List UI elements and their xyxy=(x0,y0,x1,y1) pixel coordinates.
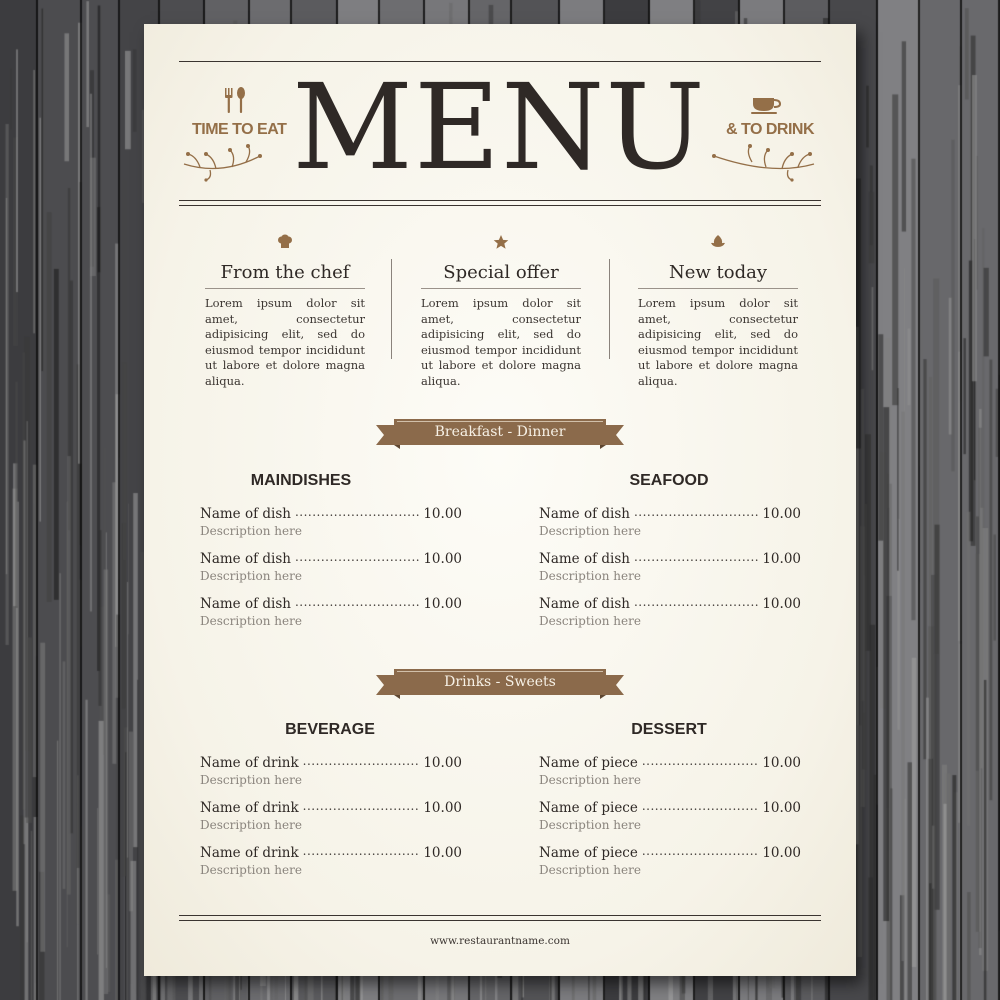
item-price: 10.00 xyxy=(423,596,462,612)
floral-flourish-right-icon xyxy=(712,142,816,182)
item-description: Description here xyxy=(539,818,641,832)
footer-rule-2 xyxy=(179,920,821,921)
item-price: 10.00 xyxy=(762,800,801,816)
item-name: Name of piece xyxy=(539,755,638,771)
fork-spoon-icon xyxy=(222,86,248,116)
leaf-icon xyxy=(710,234,726,250)
star-icon xyxy=(493,234,509,250)
banner-breakfast-dinner xyxy=(376,416,624,450)
item-description: Description here xyxy=(539,773,641,787)
chef-hat-icon xyxy=(277,234,293,250)
banner-label: Drinks - Sweets xyxy=(444,674,556,690)
item-price: 10.00 xyxy=(762,755,801,771)
menu-item xyxy=(539,755,801,795)
item-name: Name of drink xyxy=(200,800,299,816)
item-name: Name of dish xyxy=(200,551,291,567)
item-price: 10.00 xyxy=(423,551,462,567)
menu-item xyxy=(200,551,462,591)
website-link[interactable]: www.restaurantname.com xyxy=(430,935,570,947)
item-name: Name of piece xyxy=(539,845,638,861)
menu-item xyxy=(539,506,801,546)
item-price: 10.00 xyxy=(762,845,801,861)
banner-label: Breakfast - Dinner xyxy=(434,424,566,440)
section-title-dessert: DESSERT xyxy=(631,721,707,738)
item-description: Description here xyxy=(200,818,302,832)
item-description: Description here xyxy=(539,524,641,538)
item-name: Name of dish xyxy=(539,596,630,612)
item-description: Description here xyxy=(539,614,641,628)
item-price: 10.00 xyxy=(762,596,801,612)
time-to-eat-label: TIME TO EAT xyxy=(192,121,287,138)
section-title-beverage: BEVERAGE xyxy=(285,721,375,738)
banner-drinks-sweets xyxy=(376,666,624,700)
menu-item xyxy=(539,551,801,591)
item-description: Description here xyxy=(200,773,302,787)
coffee-cup-icon xyxy=(750,94,782,116)
item-name: Name of drink xyxy=(200,755,299,771)
item-description: Description here xyxy=(539,863,641,877)
feature-new-today xyxy=(638,234,798,389)
header-rule-2 xyxy=(179,205,821,206)
item-description: Description here xyxy=(200,614,302,628)
column-divider xyxy=(391,259,392,359)
menu-item xyxy=(200,800,462,840)
feature-special-offer xyxy=(421,234,581,389)
header-rule-1 xyxy=(179,200,821,201)
item-name: Name of dish xyxy=(539,506,630,522)
item-name: Name of dish xyxy=(539,551,630,567)
menu-item xyxy=(200,845,462,885)
menu-item xyxy=(200,596,462,636)
item-name: Name of piece xyxy=(539,800,638,816)
feature-text: Lorem ipsum dolor sit amet, consectetur adipisicing elit, sed do eiusmod tempor incididunt ut labore et dolore magna aliqua. xyxy=(205,296,365,388)
item-price: 10.00 xyxy=(423,845,462,861)
item-price: 10.00 xyxy=(423,755,462,771)
menu-item xyxy=(539,800,801,840)
section-title-seafood: SEAFOOD xyxy=(629,472,709,489)
floral-flourish-left-icon xyxy=(182,142,262,182)
section-title-maindishes: MAINDISHES xyxy=(250,472,352,489)
feature-text: Lorem ipsum dolor sit amet, consectetur adipisicing elit, sed do eiusmod tempor incididunt ut labore et dolore magna aliqua. xyxy=(421,296,581,388)
footer-rule-1 xyxy=(179,915,821,916)
item-price: 10.00 xyxy=(423,800,462,816)
menu-item xyxy=(539,596,801,636)
menu-item xyxy=(200,506,462,546)
item-name: Name of drink xyxy=(200,845,299,861)
item-description: Description here xyxy=(539,569,641,583)
menu-item xyxy=(200,755,462,795)
item-name: Name of dish xyxy=(200,506,291,522)
menu-title: MENU xyxy=(292,58,706,196)
item-price: 10.00 xyxy=(762,551,801,567)
feature-text: Lorem ipsum dolor sit amet, consectetur adipisicing elit, sed do eiusmod tempor incididunt ut labore et dolore magna aliqua. xyxy=(638,296,798,388)
feature-from-the-chef xyxy=(205,234,365,389)
feature-title: New today xyxy=(638,262,798,289)
item-description: Description here xyxy=(200,569,302,583)
item-price: 10.00 xyxy=(423,506,462,522)
item-price: 10.00 xyxy=(762,506,801,522)
item-description: Description here xyxy=(200,524,302,538)
item-description: Description here xyxy=(200,863,302,877)
menu-card xyxy=(144,24,856,976)
menu-item xyxy=(539,845,801,885)
column-divider xyxy=(609,259,610,359)
feature-title: From the chef xyxy=(205,262,365,289)
to-drink-label: & TO DRINK xyxy=(726,121,815,138)
feature-title: Special offer xyxy=(421,262,581,289)
item-name: Name of dish xyxy=(200,596,291,612)
